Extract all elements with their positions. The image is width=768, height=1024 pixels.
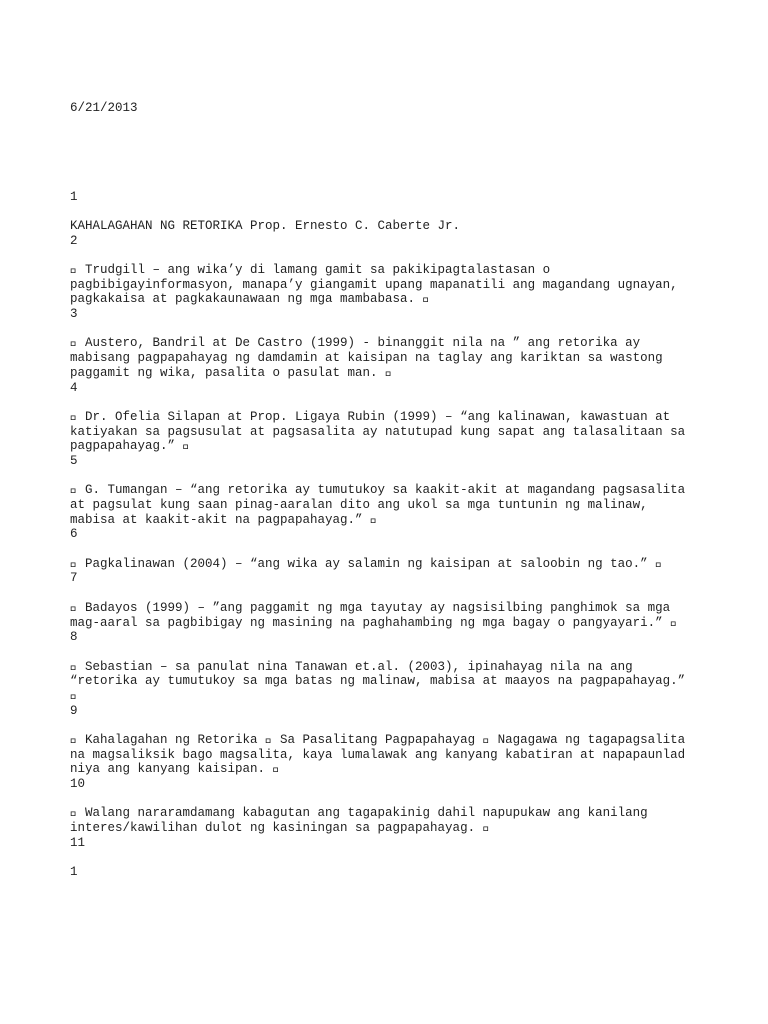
page-number: 5 [70,453,78,468]
text-line: mag-aaral sa pagbibigay ng masining na paghahambing ng mga bagay o pangyayari.” [70,615,678,630]
page-number: 1 [70,189,78,204]
text-line: Trudgill – ang wika’y di lamang gamit sa pakikipagtalastasan o [70,263,551,278]
text-line: interes/kawilihan dulot ng kasiningan sa pagpapahayag. [70,821,491,836]
text-line: at pagsulat kung saan pinag-aaralan dito ang ukol sa mga tuntunin ng malinaw, [70,498,648,513]
text-line: Austero, Bandril at De Castro (1999) - binanggit nila na ” ang retorika ay [70,336,641,351]
spacer [70,248,710,263]
spacer [70,469,710,484]
page-number: 4 [70,380,78,395]
page-number: 2 [70,233,78,248]
spacer [70,718,710,733]
text-line: na magsaliksik bago magsalita, kaya lumalawak ang kanyang kabatiran at napapaunlad [70,747,686,762]
text-line: mabisa at kaakit-akit na pagpapahayag.” [70,512,378,527]
page-number: 11 [70,835,86,850]
document-date: 6/21/2013 [70,101,138,116]
page-number: 7 [70,571,78,586]
spacer [70,204,710,219]
text-line: Dr. Ofelia Silapan at Prop. Ligaya Rubin (1999) – “ang kalinawan, kawastuan at [70,409,671,424]
spacer [70,322,710,337]
text-line: KAHALAGAHAN NG RETORIKA Prop. Ernesto C. Caberte Jr. [70,218,461,233]
spacer [70,645,710,660]
text-line: pagpapahayag.” [70,439,191,454]
text-line: paggamit ng wika, pasalita o pasulat man. [70,365,393,380]
text-line: katiyakan sa pagsusulat at pagsasalita ay natutupad kung sapat ang talasalitaan sa [70,424,686,439]
page-number: 8 [70,630,78,645]
text-line: pagbibigayinformasyon, manapa’y giangamit upang mapanatili ang magandang ugnayan, [70,277,678,292]
document-body [70,72,710,880]
text-line: G. Tumangan – “ang retorika ay tumutukoy sa kaakit-akit at magandang pagsasalita [70,483,686,498]
text-line: pagkakaisa at pagkakaunawaan ng mga mambabasa. [70,292,431,307]
text-line: Pagkalinawan (2004) – “ang wika ay salamin ng kaisipan at saloobin ng tao.” [70,556,663,571]
text-line: Walang nararamdamang kabagutan ang tagapakinig dahil napupukaw ang kanilang [70,806,648,821]
spacer [70,395,710,410]
footer-page-number: 1 [70,865,78,880]
text-line: Sebastian – sa panulat nina Tanawan et.al. (2003), ipinahayag nila na ang [70,659,633,674]
spacer [70,851,710,866]
spacer [70,792,710,807]
text-line: “retorika ay tumutukoy sa mga batas ng malinaw, mabisa at maayos na pagpapahayag.” [70,674,686,689]
spacer [70,586,710,601]
page-number: 6 [70,527,78,542]
page-number: 10 [70,777,86,792]
spacer [70,146,710,161]
text-line: Badayos (1999) – ”ang paggamit ng mga tayutay ay nagsisilbing panghimok sa mga [70,600,671,615]
page-number: 9 [70,703,78,718]
text-line: Kahalagahan ng Retorika Sa Pasalitang Pagpapahayag Nagagawa ng tagapagsalita [70,733,686,748]
text-line [70,688,78,703]
text-line: niya ang kanyang kaisipan. [70,762,281,777]
text-line: mabisang pagpapahayag ng damdamin at kaisipan na taglay ang kariktan sa wastong [70,351,663,366]
page-number: 3 [70,307,78,322]
spacer [70,542,710,557]
